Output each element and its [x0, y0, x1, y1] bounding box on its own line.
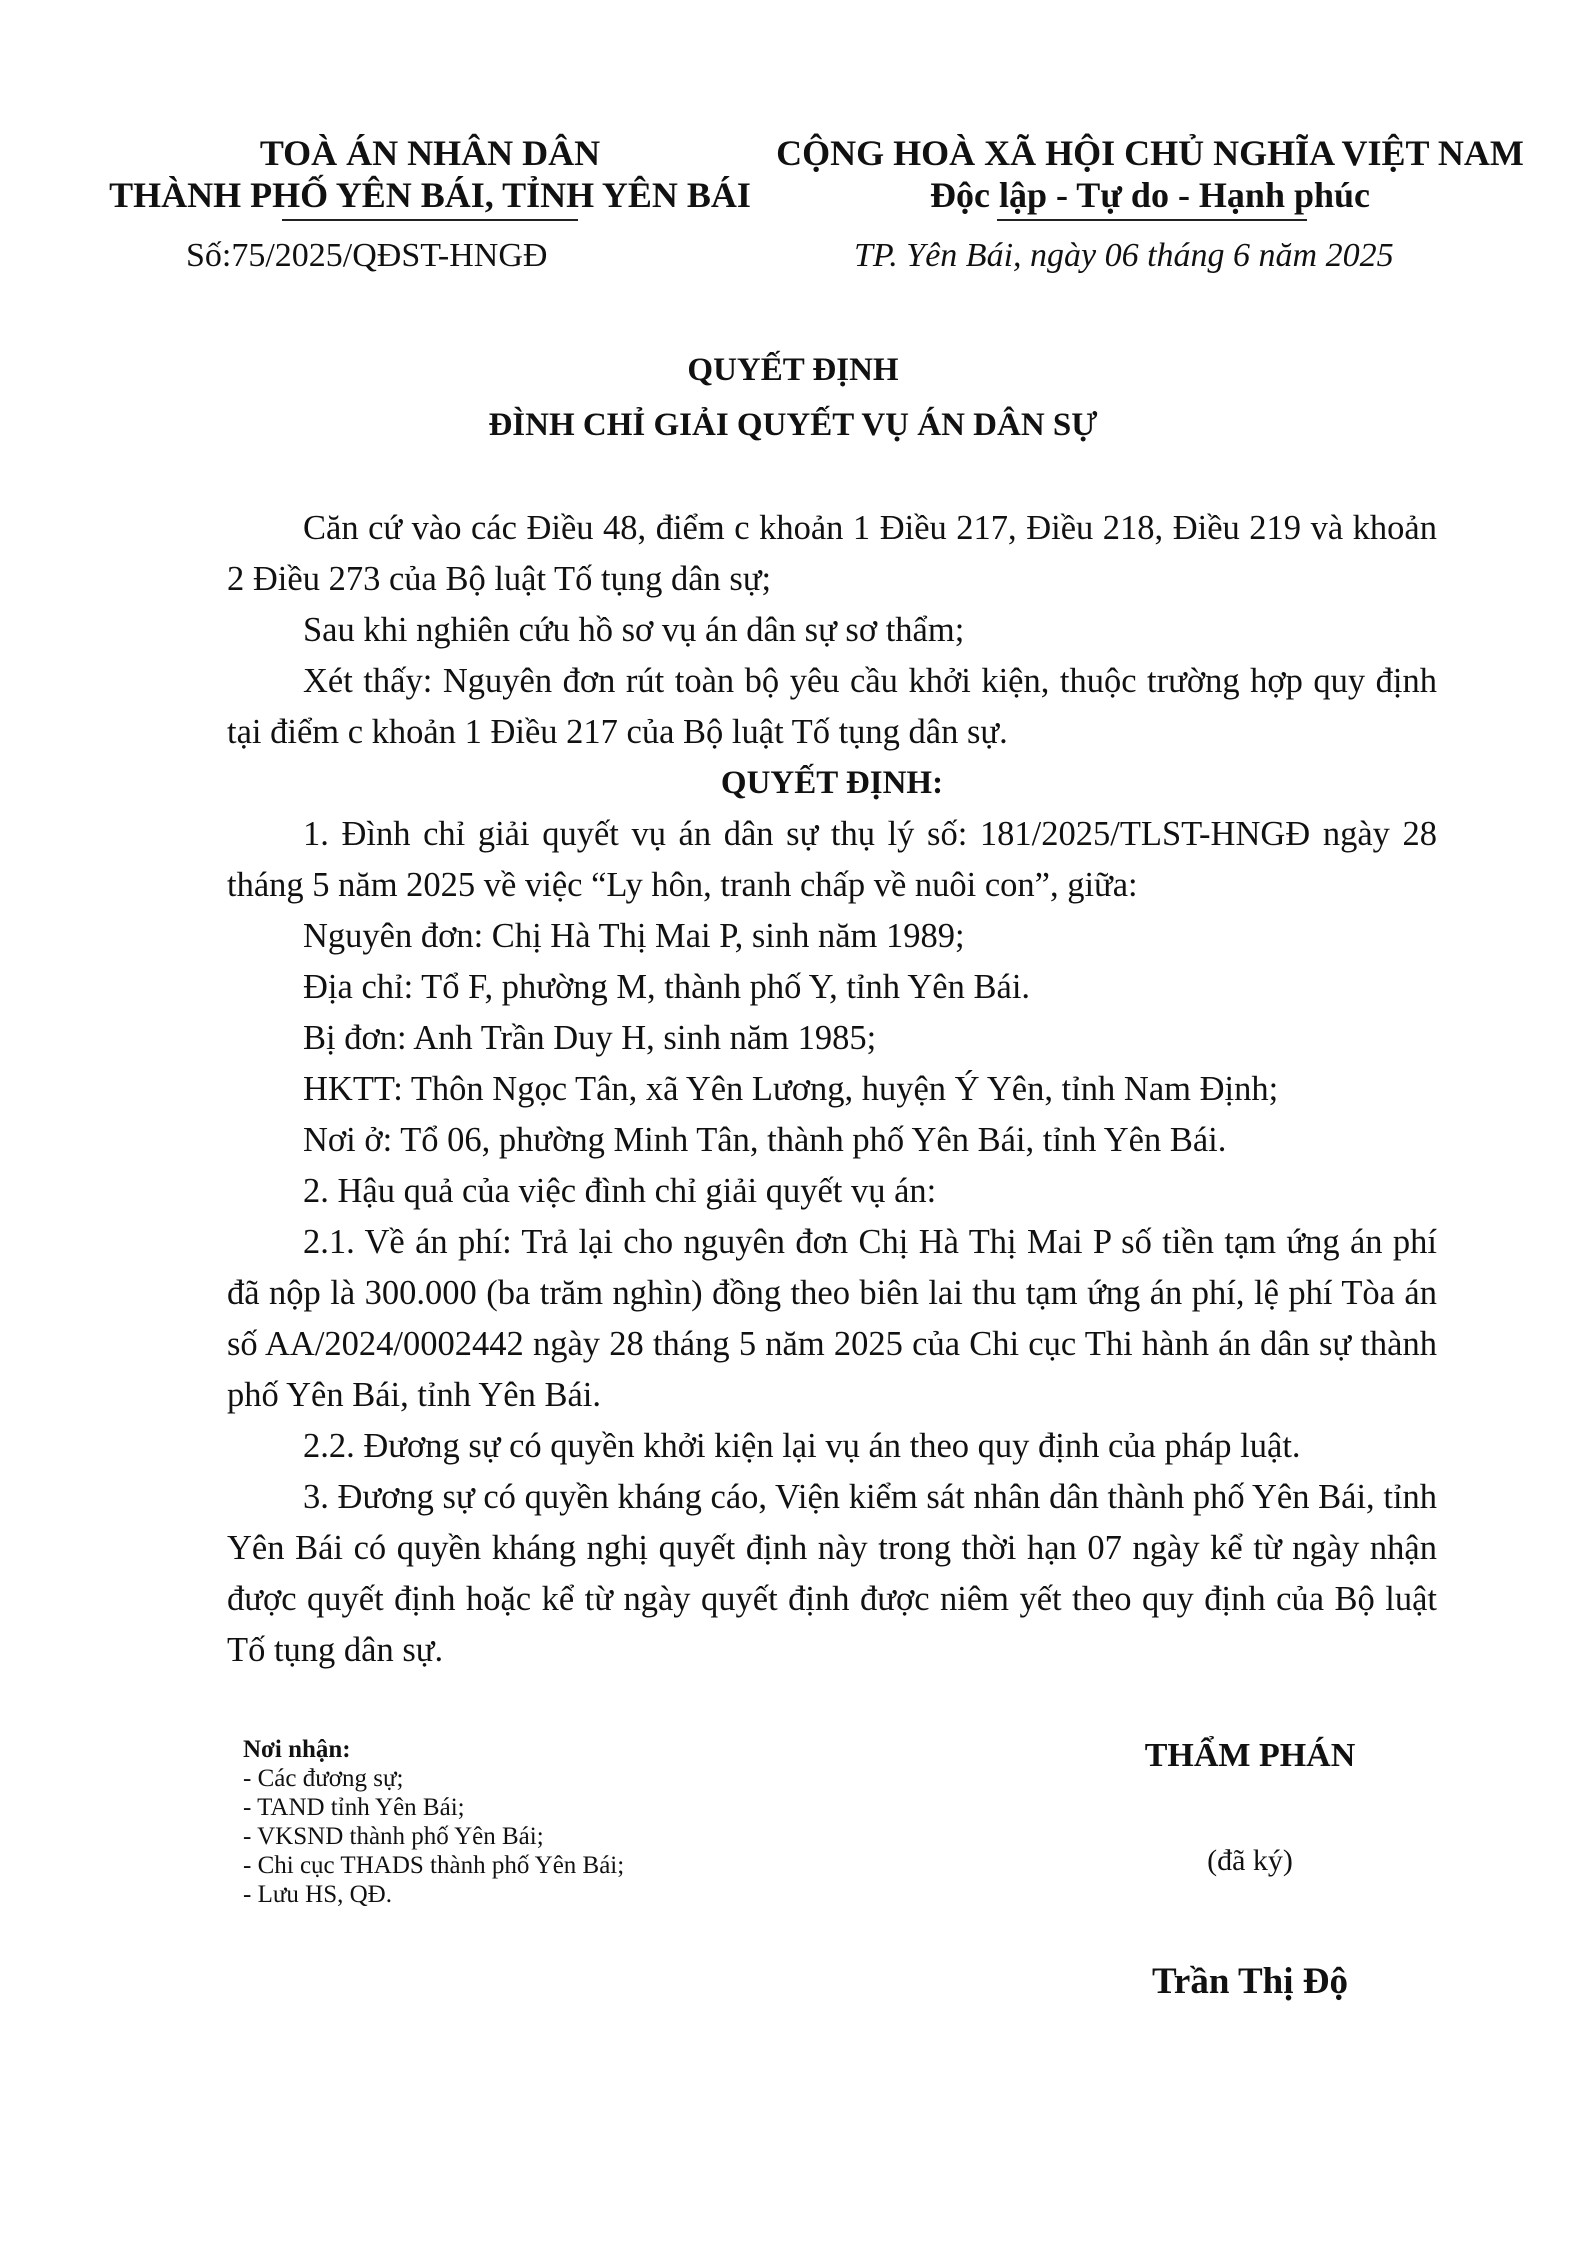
legal-basis-paragraph: Căn cứ vào các Điều 48, điểm c khoản 1 Điều 217, Điều 218, Điều 219 và khoản 2 Điều 273 của Bộ luật Tố tụng dân sự; — [227, 509, 1437, 598]
defendant-hktt-line: HKTT: Thôn Ngọc Tân, xã Yên Lương, huyện Ý Yên, tỉnh Nam Định; — [303, 1070, 1279, 1108]
recipient-item: - Lưu HS, QĐ. — [243, 1881, 392, 1908]
court-name-line1: TOÀ ÁN NHÂN DÂN — [259, 133, 601, 173]
document-title: QUYẾT ĐỊNH — [687, 352, 899, 388]
plaintiff-line: Nguyên đơn: Chị Hà Thị Mai P, sinh năm 1989; — [303, 917, 965, 955]
case-number: Số:75/2025/QĐST-HNGĐ — [186, 237, 548, 274]
nation-motto: Độc lập - Tự do - Hạnh phúc — [929, 175, 1371, 215]
recipients-block — [243, 1735, 624, 1909]
recipient-item: - VKSND thành phố Yên Bái; — [243, 1823, 544, 1850]
defendant-residence-line: Nơi ở: Tổ 06, phường Minh Tân, thành phố Yên Bái, tỉnh Yên Bái. — [303, 1121, 1227, 1159]
recipient-item: - Chi cục THADS thành phố Yên Bái; — [243, 1852, 625, 1879]
decision-item-1: 1. Đình chỉ giải quyết vụ án dân sự thụ lý số: 181/2025/TLST-HNGĐ ngày 28 tháng 5 năm 2025 về việc “Ly hôn, tranh chấp về nuôi con”, giữa: — [227, 815, 1437, 904]
signer-name: Trần Thị Độ — [1151, 1961, 1349, 2002]
signed-note: (đã ký) — [1207, 1844, 1293, 1877]
document-body — [227, 503, 1437, 1676]
decision-heading: QUYẾT ĐỊNH: — [720, 765, 944, 801]
decision-item-3: 3. Đương sự có quyền kháng cáo, Viện kiểm sát nhân dân thành phố Yên Bái, tỉnh Yên Bái có quyền kháng nghị quyết định này trong thời hạn 07 ngày kể từ ngày nhận được quyết định hoặc kể từ ngày quyết định được niêm yết theo quy định của Bộ luật Tố tụng dân sự. — [227, 1478, 1437, 1669]
court-underline — [282, 219, 578, 221]
decision-item-2-2: 2.2. Đương sự có quyền khởi kiện lại vụ án theo quy định của pháp luật. — [303, 1427, 1301, 1465]
recipient-item: - TAND tỉnh Yên Bái; — [243, 1794, 465, 1821]
defendant-line: Bị đơn: Anh Trần Duy H, sinh năm 1985; — [303, 1019, 877, 1057]
recipients-label: Nơi nhận: — [243, 1736, 351, 1763]
plaintiff-address-line: Địa chỉ: Tổ F, phường M, thành phố Y, tỉnh Yên Bái. — [303, 968, 1031, 1006]
finding-paragraph: Xét thấy: Nguyên đơn rút toàn bộ yêu cầu khởi kiện, thuộc trường hợp quy định tại điểm c khoản 1 Điều 217 của Bộ luật Tố tụng dân sự. — [227, 662, 1437, 751]
place-date: TP. Yên Bái, ngày 06 tháng 6 năm 2025 — [854, 237, 1394, 274]
decision-item-2: 2. Hậu quả của việc đình chỉ giải quyết vụ án: — [303, 1172, 937, 1210]
review-paragraph: Sau khi nghiên cứu hồ sơ vụ án dân sự sơ thẩm; — [303, 611, 965, 649]
signer-role: THẨM PHÁN — [1144, 1737, 1356, 1774]
nation-name: CỘNG HOÀ XÃ HỘI CHỦ NGHĨA VIỆT NAM — [776, 133, 1524, 173]
decision-item-2-1: 2.1. Về án phí: Trả lại cho nguyên đơn Chị Hà Thị Mai P số tiền tạm ứng án phí đã nộp là 300.000 (ba trăm nghìn) đồng theo biên lai thu tạm ứng án phí, lệ phí Tòa án số AA/2024/0002442 ngày 28 tháng 5 năm 2025 của Chi cục Thi hành án dân sự thành phố Yên Bái, tỉnh Yên Bái. — [227, 1223, 1437, 1414]
document-subtitle: ĐÌNH CHỈ GIẢI QUYẾT VỤ ÁN DÂN SỰ — [488, 407, 1098, 443]
recipient-item: - Các đương sự; — [243, 1765, 404, 1792]
court-name-line2: THÀNH PHỐ YÊN BÁI, TỈNH YÊN BÁI — [109, 175, 751, 215]
motto-underline — [997, 219, 1307, 221]
